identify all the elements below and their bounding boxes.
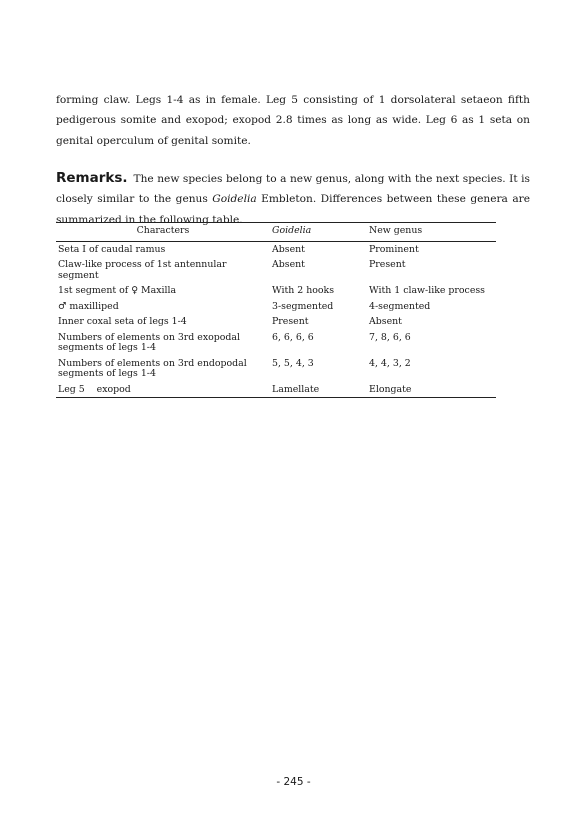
header-characters: Characters <box>136 225 190 236</box>
cell-character: 1st segment of ♀ Maxilla <box>58 285 177 296</box>
cell-goidelia: Absent <box>272 259 305 270</box>
body-paragraph-1: forming claw. Legs 1-4 as in female. Leg 5 consisting of 1 dorsolateral setaeon fifth pedigerous somite and exopod; exopod 2.8 times as long as wide. Leg 6 as 1 seta on genital operculum of genital somite. <box>56 93 530 147</box>
header-goidelia: Goidelia <box>272 225 312 236</box>
remarks-text-before: The new species belong to a new genus, along with the next species. It is closely similar to the genus <box>56 172 530 206</box>
cell-goidelia: 5, 5, 4, 3 <box>272 357 314 369</box>
table-row <box>56 241 496 257</box>
cell-new-genus: 4-segmented <box>369 300 431 312</box>
cell-goidelia: Present <box>272 316 309 327</box>
cell-new-genus: Present <box>369 259 406 270</box>
cell-goidelia: With 2 hooks <box>272 285 335 296</box>
remarks-heading: Remarks. <box>56 169 128 186</box>
header-new-genus: New genus <box>369 225 423 236</box>
cell-character: ♂ maxilliped <box>58 300 119 312</box>
table-row <box>56 356 496 382</box>
table-row <box>56 283 496 299</box>
cell-goidelia: 3-segmented <box>272 300 334 312</box>
remarks-paragraph <box>56 168 530 231</box>
cell-new-genus: Elongate <box>369 383 412 395</box>
cell-goidelia: Absent <box>272 243 305 255</box>
cell-goidelia: 6, 6, 6, 6 <box>272 331 314 343</box>
cell-goidelia: Lamellate <box>272 383 320 395</box>
cell-character: Inner coxal seta of legs 1-4 <box>58 316 187 327</box>
table-row <box>56 314 496 330</box>
cell-new-genus: With 1 claw-like process <box>369 285 485 296</box>
cell-character: Seta I of caudal ramus <box>58 243 166 255</box>
comparison-table <box>56 222 496 398</box>
genus-name: Goidelia <box>212 193 257 206</box>
table-header-row <box>56 223 496 242</box>
cell-new-genus: Absent <box>369 316 402 327</box>
cell-character: Numbers of elements on 3rd exopodal segments of legs 1-4 <box>58 331 240 353</box>
table-row <box>56 330 496 356</box>
cell-character: Leg 5 exopod <box>58 383 131 395</box>
cell-character: Claw-like process of 1st antennular segment <box>58 259 227 281</box>
table-row <box>56 299 496 315</box>
cell-new-genus: Prominent <box>369 243 419 255</box>
cell-new-genus: 4, 4, 3, 2 <box>369 357 411 369</box>
cell-character: Numbers of elements on 3rd endopodal segments of legs 1-4 <box>58 357 247 379</box>
cell-new-genus: 7, 8, 6, 6 <box>369 331 411 343</box>
table-row <box>56 382 496 398</box>
remarks-text-after: Embleton. Differences between these genera are summarized in the following table. <box>56 193 530 226</box>
table-row <box>56 257 496 283</box>
page-number: - 245 - <box>276 776 311 788</box>
